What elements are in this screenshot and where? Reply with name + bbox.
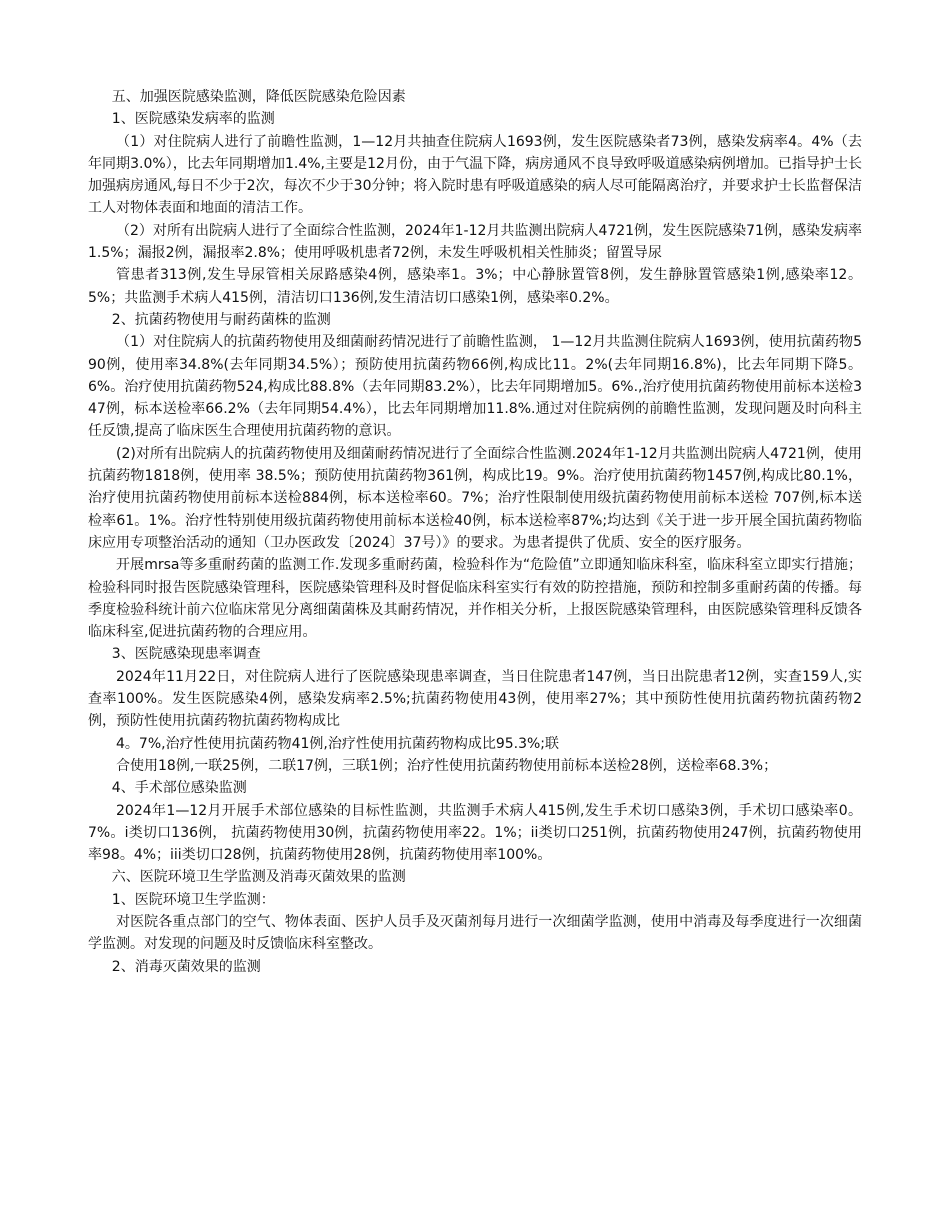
subheading-surgical-site: 4、手术部位感染监测 (111, 780, 247, 797)
paragraph-prevalence-continued: 4。7%,治疗性使用抗菌药物41例,治疗性使用抗菌药物构成比95.3%;联 (116, 735, 560, 752)
paragraph-inpatient-antibiotics: （1）对住院病人的抗菌药物使用及细菌耐药情况进行了前瞻性监测， 1—12月共监测住院病人1693例，使用抗菌药物590例，使用率34.8%(去年同期34.5%）；预防使用抗菌药物66例,构成比11。2%(去年同期16.8%)，比去年同期下降5。6%。治疗使用抗菌药物524,构成比88.8%（去年同期83.2%），比去年同期增加5。6%.,治疗使用抗菌药物使用前标本送检347例，标本送检率66.2%（去年同期54.4%），比去年同期增加11.8%.通过对住院病例的前瞻性监测，发现问题及时向科主任反馈,提高了临床医生合理使用抗菌药物的意识。 (88, 334, 862, 440)
section-heading-5: 五、加强医院感染监测，降低医院感染危险因素 (111, 89, 406, 105)
paragraph-prevalence-survey: 2024年11月22日，对住院病人进行了医院感染现患率调查，当日住院患者147例，当日出院患者12例，实查159人,实查率100%。发生医院感染4例，感染发病率2.5%;抗菌药物使用43例，使用率27%；其中预防性使用抗菌药物抗菌药物2例，预防性使用抗菌药物抗菌药物构成比 (88, 668, 862, 730)
paragraph-mrsa-monitoring: 开展mrsa等多重耐药菌的监测工作.发现多重耐药菌，检验科作为“危险值”立即通知临床科室，临床科室立即实行措施；检验科同时报告医院感染管理科，医院感染管理科及时督促临床科室实行有效的防控措施，预防和控制多重耐药菌的传播。每季度检验科统计前六位临床常见分离细菌菌株及其耐药情况，并作相关分析，上报医院感染管理科，由医院感染管理科反馈各临床科室,促进抗菌药物的合理应用。 (88, 557, 862, 641)
subheading-infection-rate: 1、医院感染发病率的监测 (111, 111, 275, 128)
paragraph-catheter-infection: 管患者313例,发生导尿管相关尿路感染4例，感染率1。3%；中心静脉置管8例，发生静脉置管感染1例,感染率12。5%；共监测手术病人415例，清洁切口136例,发生清洁切口感染1例，感染率0.2%。 (88, 267, 862, 306)
paragraph-inpatient-monitoring: （1）对住院病人进行了前瞻性监测，1—12月共抽查住院病人1693例，发生医院感染者73例，感染发病率4。4%（去年同期3.0%），比去年同期增加1.4%,主要是12月份，由于气温下降，病房通风不良导致呼吸道感染病例增加。已指导护士长加强病房通风,每日不少于2次，每次不少于30分钟；将入院时患有呼吸道感染的病人尽可能隔离治疗，并要求护士长监督保洁工人对物体表面和地面的清洁工作。 (88, 133, 862, 217)
paragraph-combined-use: 合使用18例,一联25例，二联17例，三联1例；治疗性使用抗菌药物使用前标本送检28例，送检率68.3%； (116, 757, 778, 774)
subheading-prevalence-survey: 3、医院感染现患率调查 (111, 646, 261, 663)
paragraph-discharge-antibiotics: (2)对所有出院病人的抗菌药物使用及细菌耐药情况进行了全面综合性监测.2024年1-12月共监测出院病人4721例，使用抗菌药物1818例，使用率 38.5%；预防使用抗菌药物361例，构成比19。9%。治疗使用抗菌药物1457例,构成比80.1%，治疗使用抗菌药物使用前标本送检884例，标本送检率60。7%；治疗性限制使用级抗菌药物使用前标本送检 707例,标本送检率61。1%。治疗性特别使用级抗菌药物使用前标本送检40例，标本送检率87%;均达到《关于进一步开展全国抗菌药物临床应用专项整治活动的通知（卫办医政发〔2024〕37号）》的要求。为患者提供了优质、安全的医疗服务。 (88, 445, 862, 551)
subheading-disinfection: 2、消毒灭菌效果的监测 (111, 958, 261, 975)
subheading-antibiotic-use: 2、抗菌药物使用与耐药菌株的监测 (111, 311, 331, 328)
section-heading-6: 六、医院环境卫生学监测及消毒灭菌效果的监测 (111, 869, 406, 886)
paragraph-surgical-site: 2024年1—12月开展手术部位感染的目标性监测，共监测手术病人415例,发生手术切口感染3例，手术切口感染率0。7%。i类切口136例， 抗菌药物使用30例，抗菌药物使用率22。1%；ii类切口251例，抗菌药物使用247例，抗菌药物使用率98。4%；iii类切口28例，抗菌药物使用28例，抗菌药物使用率100%。 (88, 802, 862, 864)
document-page (88, 86, 862, 978)
paragraph-discharge-monitoring: （2）对所有出院病人进行了全面综合性监测，2024年1-12月共监测出院病人4721例，发生医院感染71例，感染发病率1.5%；漏报2例，漏报率2.8%；使用呼吸机患者72例，未发生呼吸机相关性肺炎；留置导尿 (88, 222, 862, 262)
paragraph-environment: 对医院各重点部门的空气、物体表面、医护人员手及灭菌剂每月进行一次细菌学监测，使用中消毒及每季度进行一次细菌学监测。对发现的问题及时反馈临床科室整改。 (88, 913, 862, 953)
subheading-environment: 1、医院环境卫生学监测： (111, 891, 275, 908)
